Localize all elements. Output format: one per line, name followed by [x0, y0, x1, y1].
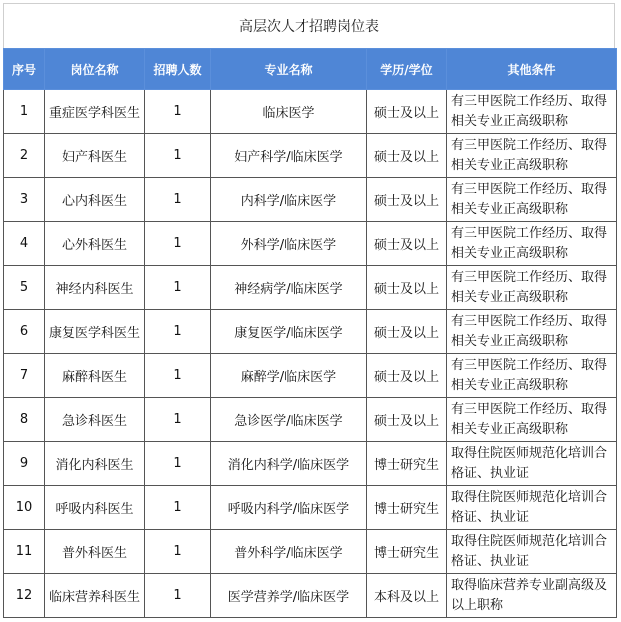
cell-count: 1: [145, 354, 211, 398]
cell-count: 1: [145, 90, 211, 134]
cell-position: 妇产科医生: [45, 134, 145, 178]
cell-conditions: 取得住院医师规范化培训合格证、执业证: [447, 486, 617, 530]
cell-count: 1: [145, 266, 211, 310]
header-row: [4, 49, 617, 90]
cell-degree: 博士研究生: [367, 442, 447, 486]
cell-major: 普外科学/临床医学: [211, 530, 367, 574]
cell-index: 3: [4, 178, 45, 222]
cell-count: 1: [145, 134, 211, 178]
table-row: [4, 90, 617, 134]
cell-conditions: 有三甲医院工作经历、取得相关专业正高级职称: [447, 178, 617, 222]
cell-index: 10: [4, 486, 45, 530]
cell-conditions: 有三甲医院工作经历、取得相关专业正高级职称: [447, 134, 617, 178]
cell-conditions: 取得住院医师规范化培训合格证、执业证: [447, 442, 617, 486]
recruitment-sheet: [3, 3, 615, 618]
cell-conditions: 有三甲医院工作经历、取得相关专业正高级职称: [447, 222, 617, 266]
table-row: [4, 134, 617, 178]
cell-count: 1: [145, 178, 211, 222]
cell-major: 康复医学/临床医学: [211, 310, 367, 354]
table-row: [4, 486, 617, 530]
cell-major: 内科学/临床医学: [211, 178, 367, 222]
cell-degree: 硕士及以上: [367, 266, 447, 310]
cell-count: 1: [145, 398, 211, 442]
cell-position: 重症医学科医生: [45, 90, 145, 134]
header-conditions: 其他条件: [447, 49, 617, 90]
header-major: 专业名称: [211, 49, 367, 90]
cell-index: 2: [4, 134, 45, 178]
table-row: [4, 530, 617, 574]
table-row: [4, 442, 617, 486]
cell-conditions: 有三甲医院工作经历、取得相关专业正高级职称: [447, 354, 617, 398]
header-degree: 学历/学位: [367, 49, 447, 90]
table-row: [4, 222, 617, 266]
cell-count: 1: [145, 442, 211, 486]
cell-degree: 硕士及以上: [367, 310, 447, 354]
cell-degree: 硕士及以上: [367, 398, 447, 442]
cell-position: 康复医学科医生: [45, 310, 145, 354]
cell-position: 神经内科医生: [45, 266, 145, 310]
cell-index: 4: [4, 222, 45, 266]
cell-position: 心外科医生: [45, 222, 145, 266]
cell-position: 普外科医生: [45, 530, 145, 574]
cell-position: 临床营养科医生: [45, 574, 145, 618]
cell-count: 1: [145, 530, 211, 574]
cell-index: 12: [4, 574, 45, 618]
cell-major: 呼吸内科学/临床医学: [211, 486, 367, 530]
cell-index: 7: [4, 354, 45, 398]
table-row: [4, 178, 617, 222]
cell-conditions: 取得临床营养专业副高级及以上职称: [447, 574, 617, 618]
table-row: [4, 354, 617, 398]
table-title: 高层次人才招聘岗位表: [3, 3, 615, 48]
cell-conditions: 有三甲医院工作经历、取得相关专业正高级职称: [447, 310, 617, 354]
cell-degree: 硕士及以上: [367, 354, 447, 398]
cell-degree: 硕士及以上: [367, 222, 447, 266]
cell-conditions: 有三甲医院工作经历、取得相关专业正高级职称: [447, 266, 617, 310]
table-row: [4, 266, 617, 310]
cell-degree: 硕士及以上: [367, 178, 447, 222]
cell-index: 6: [4, 310, 45, 354]
cell-major: 神经病学/临床医学: [211, 266, 367, 310]
cell-count: 1: [145, 310, 211, 354]
cell-degree: 硕士及以上: [367, 90, 447, 134]
cell-conditions: 取得住院医师规范化培训合格证、执业证: [447, 530, 617, 574]
cell-major: 临床医学: [211, 90, 367, 134]
cell-index: 9: [4, 442, 45, 486]
cell-count: 1: [145, 222, 211, 266]
positions-table: [3, 48, 617, 618]
cell-degree: 硕士及以上: [367, 134, 447, 178]
cell-major: 消化内科学/临床医学: [211, 442, 367, 486]
cell-position: 心内科医生: [45, 178, 145, 222]
cell-major: 麻醉学/临床医学: [211, 354, 367, 398]
cell-major: 急诊医学/临床医学: [211, 398, 367, 442]
cell-major: 医学营养学/临床医学: [211, 574, 367, 618]
header-position: 岗位名称: [45, 49, 145, 90]
cell-conditions: 有三甲医院工作经历、取得相关专业正高级职称: [447, 398, 617, 442]
table-row: [4, 574, 617, 618]
table-row: [4, 398, 617, 442]
cell-position: 呼吸内科医生: [45, 486, 145, 530]
cell-position: 消化内科医生: [45, 442, 145, 486]
header-count: 招聘人数: [145, 49, 211, 90]
cell-degree: 博士研究生: [367, 530, 447, 574]
cell-major: 妇产科学/临床医学: [211, 134, 367, 178]
cell-count: 1: [145, 486, 211, 530]
cell-degree: 博士研究生: [367, 486, 447, 530]
cell-major: 外科学/临床医学: [211, 222, 367, 266]
cell-index: 5: [4, 266, 45, 310]
cell-position: 麻醉科医生: [45, 354, 145, 398]
cell-index: 1: [4, 90, 45, 134]
cell-position: 急诊科医生: [45, 398, 145, 442]
table-row: [4, 310, 617, 354]
cell-conditions: 有三甲医院工作经历、取得相关专业正高级职称: [447, 90, 617, 134]
cell-count: 1: [145, 574, 211, 618]
header-index: 序号: [4, 49, 45, 90]
cell-degree: 本科及以上: [367, 574, 447, 618]
cell-index: 11: [4, 530, 45, 574]
cell-index: 8: [4, 398, 45, 442]
